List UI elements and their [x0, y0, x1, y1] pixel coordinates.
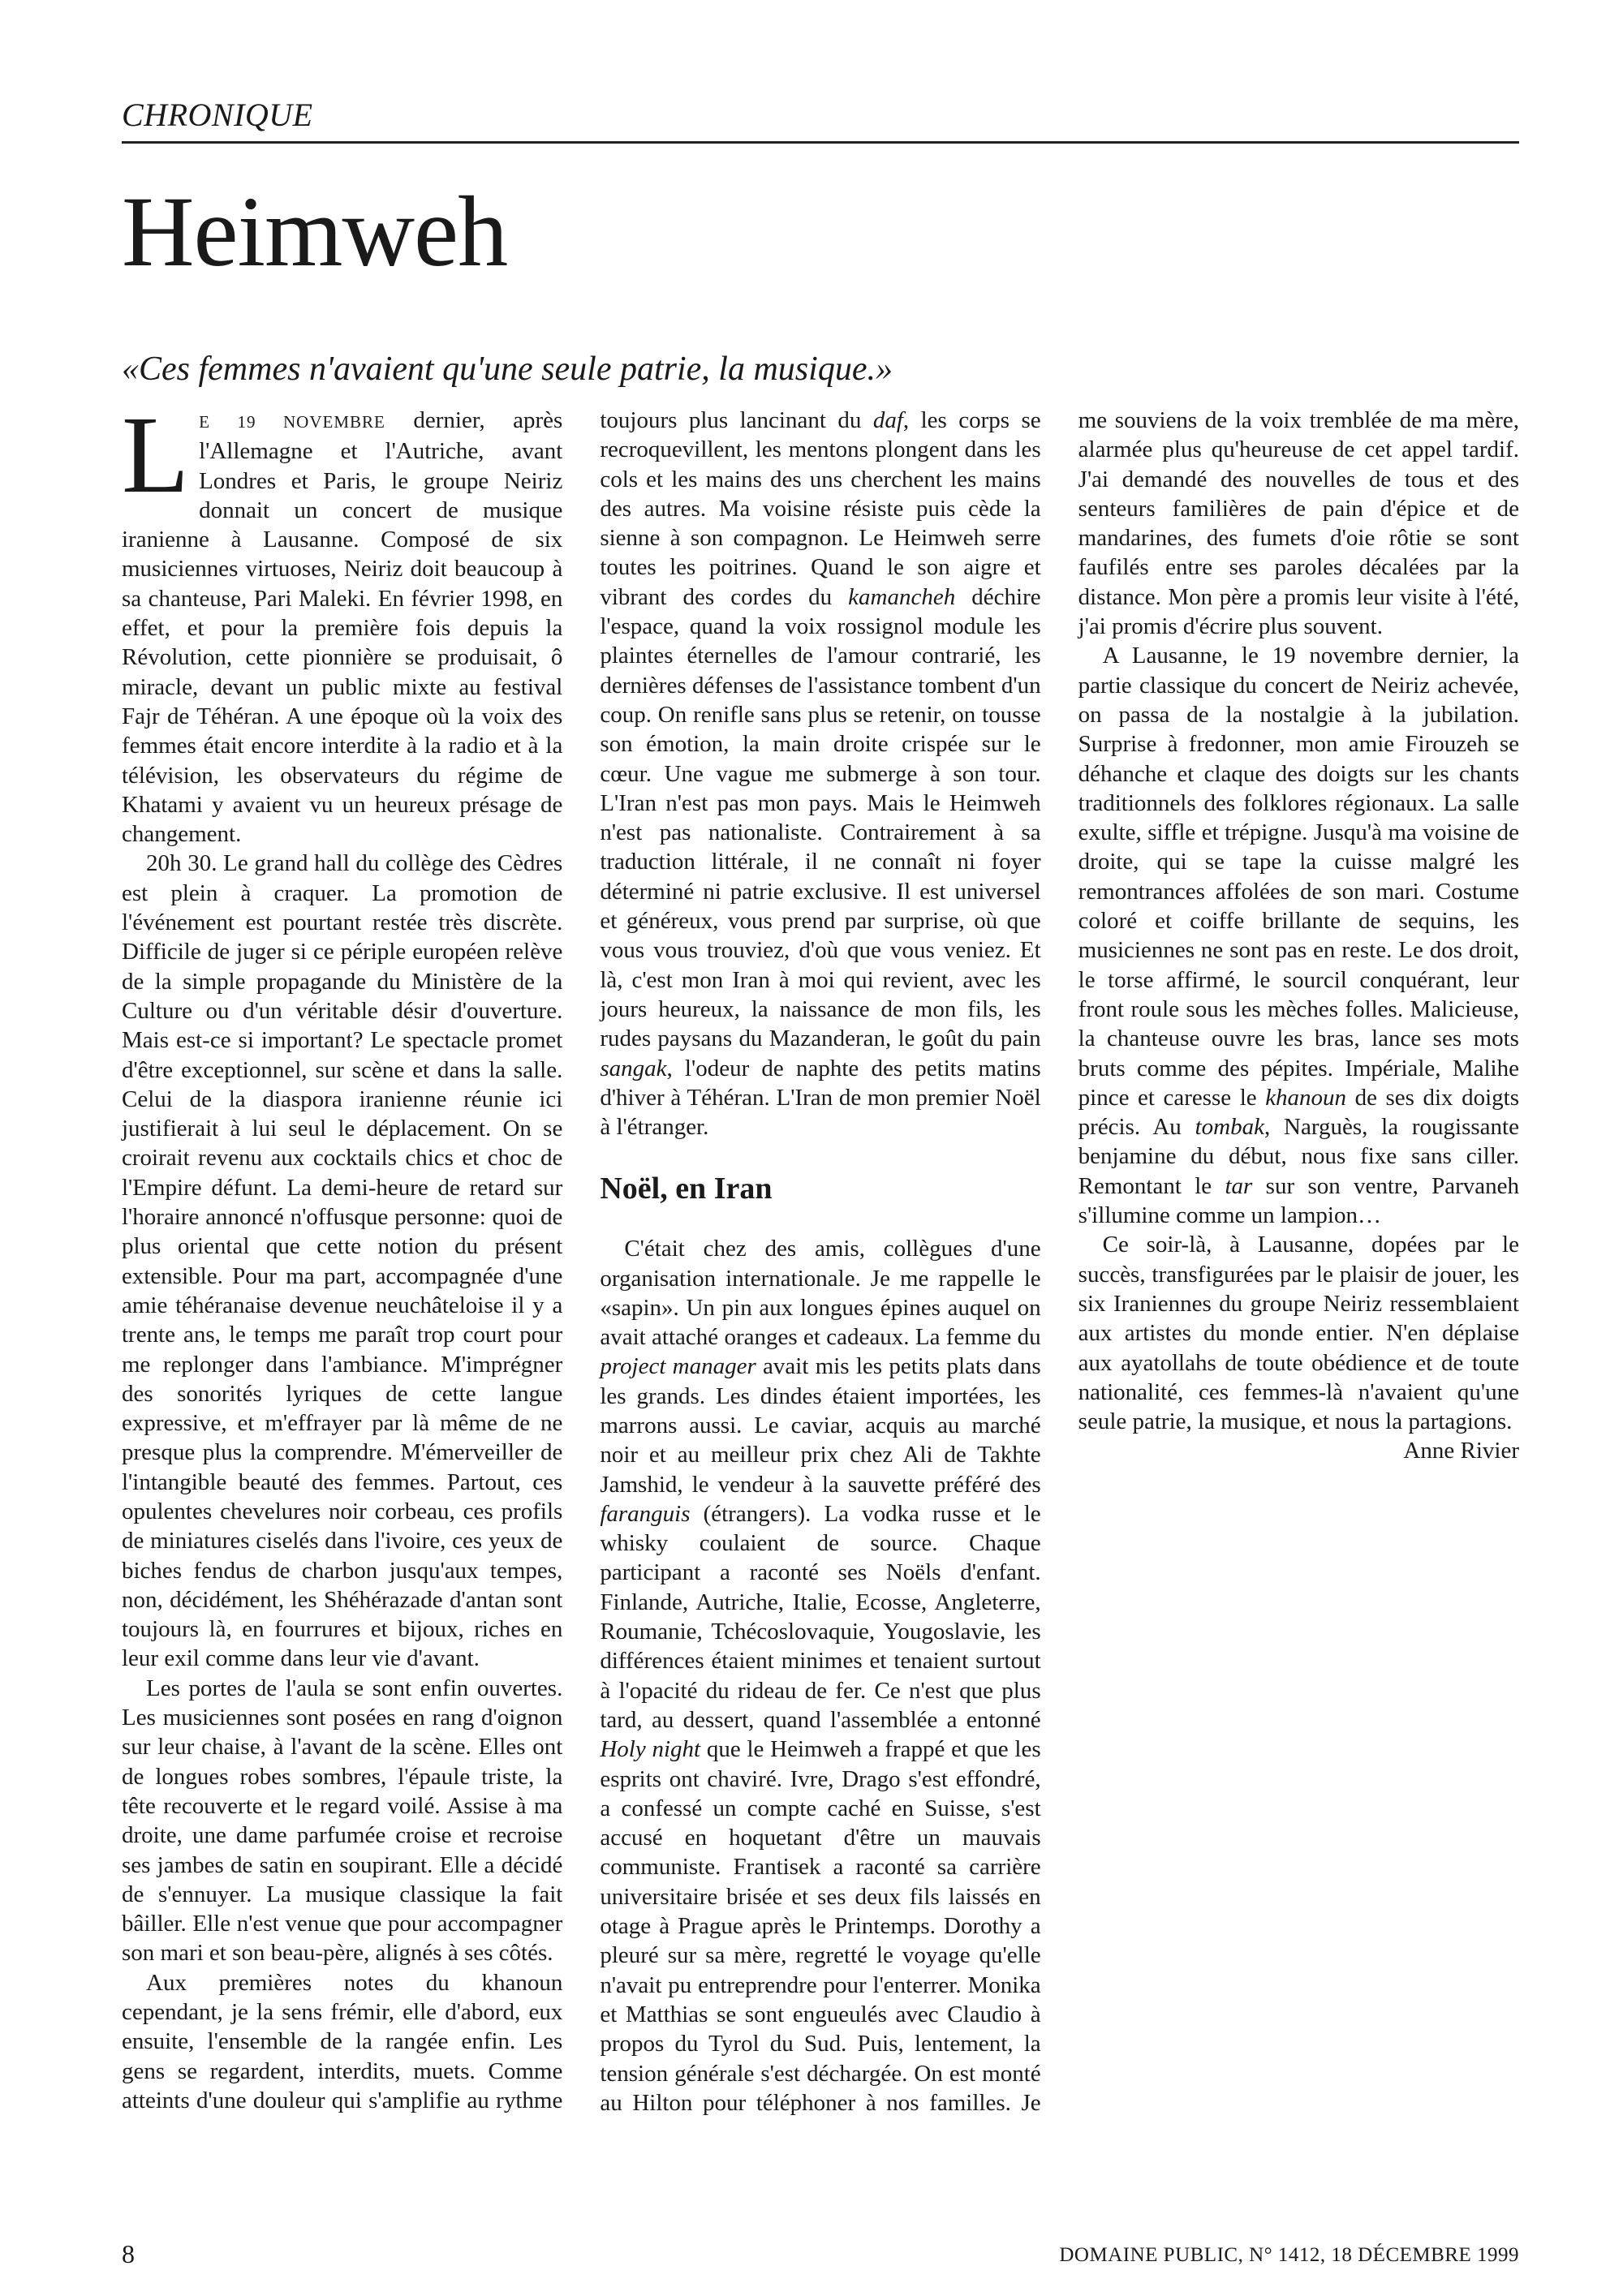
section-rubric: CHRONIQUE	[122, 97, 313, 133]
p4-kamancheh: kamancheh	[848, 583, 956, 610]
section-heading: Noël, en Iran	[600, 1172, 773, 1206]
p4-text-d: , l'odeur de naphte des petits matins d'hiver à Téhéran. L'Iran de mon premier Noël à l'étranger.	[600, 1055, 1041, 1141]
p4-daf: daf	[872, 407, 903, 433]
p4-text-b: , les corps se recroquevillent, les mentons plongent dans les cols et les mains des uns cherchent les mains des autres. Ma voisine résiste puis cède la sienne à son compagnon. Le Heimweh serre toutes les poitrines. Quand le son aigre et vibrant des cordes du	[600, 407, 1041, 610]
p5-text-a: C'était chez des amis, collègues d'une organisation internationale. Je me rappelle le «sapin». Un pin aux longues épines auquel on avait attaché oranges et cadeaux. La femme du	[600, 1236, 1041, 1351]
paragraph-6	[1078, 641, 1519, 1230]
p5-text-d: que le Heimweh a frappé et que les esprits ont chaviré. Ivre, Drago s'est effondré, a confessé un compte caché en Suisse, s'est accusé en hoquetant d'être un mauvais communiste. Frantisek a raconté sa carrière universitaire brisée et ses deux fils laissés en otage à Prague après le Printemps. Dorothy a pleuré sur sa mère, regretté le voyage qu'elle n'avait pu entreprendre pour l'enterrer. Monika et Matthias se sont engueulés avec Claudio à propos du Tyrol du Sud. Puis, lentement, la tension générale s'est déchargée. On est monté au Hilton pour téléphoner à nos familles. Je me souviens de la voix tremblée de ma mère, alarmée plus qu'heureuse de cet appel tardif. J'ai demandé des nouvelles de tous et des senteurs familières de pain d'épice et de mandarines, des fumets d'oie rôtie se sont faufilés entre ses paroles décalées par la distance. Mon père a promis leur visite à l'été, j'ai promis d'écrire plus souvent.	[600, 407, 1519, 2116]
publication-info: DOMAINE PUBLIC, N° 1412, 18 DÉCEMBRE 1999	[1059, 2244, 1519, 2266]
lead-smallcaps: E 19 NOVEMBRE	[199, 412, 385, 432]
paragraph-1	[122, 394, 563, 849]
p4-text-a: Aux premières notes du khanoun cependant, je la sens frémir, elle d'abord, eux ensuite, l'ensemble de la rangée enfin. Les gens se regardent, interdits, muets. Comme atteints d'une douleur qui s'amplifie au rythme toujours plus lancinant du	[122, 407, 873, 2113]
page-number: 8	[122, 2239, 135, 2268]
p5-project-manager: project manager	[600, 1353, 756, 1380]
p6-tar: tar	[1225, 1172, 1253, 1199]
p7-text: Ce soir-là, à Lausanne, dopées par le succès, transfigurées par le plaisir de jouer, les six Iraniennes du groupe Neiriz ressemblaient aux artistes du monde entier. N'en déplaise aux ayatollahs de toute obédience et de toute nationalité, ces femmes-là n'avaient qu'une seule patrie, la musique, et nous la partagions.	[1078, 1232, 1519, 1435]
paragraph-7	[1078, 1230, 1519, 1464]
paragraph-1-text: dernier, après l'Allemagne et l'Autriche, avant Londres et Paris, le groupe Neiriz donnait un concert de musique iranienne à Lausanne. Composé de six musiciennes virtuoses, Neiriz doit beaucoup à sa chanteuse, Pari Maleki. En février 1998, en effet, et pour la première fois depuis la Révolution, cette pionnière se produisait, ô miracle, devant un public mixte au festival Fajr de Téhéran. A une époque où la voix des femmes était encore interdite à la radio et à la télévision, les observateurs du régime de Khatami y avaient vu un heureux présage de changement.	[122, 407, 563, 848]
article-title: Heimweh	[122, 176, 508, 287]
p6-text-d: sur son ventre, Parvaneh s'illumine comme un lampion…	[1078, 1172, 1519, 1229]
article-subtitle: «Ces femmes n'avaient qu'une seule patrie, la musique.»	[122, 350, 893, 388]
paragraph-3: Les portes de l'aula se sont enfin ouvertes. Les musiciennes sont posées en rang d'oignon sur leur chaise, à l'avant de la scène. Elles ont de longues robes sombres, l'épaule triste, la tête recouverte et le regard voilé. Assise à ma droite, une dame parfumée croise et recroise ses jambes de satin en soupirant. Elle a décidé de s'ennuyer. La musique classique la fait bâiller. Elle n'est venue que pour accompagner son mari et son beau-père, alignés à ses côtés.	[122, 1675, 563, 1967]
author-signature: Anne Rivier	[1403, 1438, 1519, 1464]
p4-text-c: déchire l'espace, quand la voix rossignol module les plaintes éternelles de l'amour contrarié, les dernières défenses de l'assistance tombent d'un coup. On renifle sans plus se retenir, on tousse son émotion, la main droite crispée sur le cœur. Une vague me submerge à son tour. L'Iran n'est pas mon pays. Mais le Heimweh n'est pas nationaliste. Contrairement à sa traduction littérale, il ne connaît ni foyer déterminé ni patrie exclusive. Il est universel et généreux, vous prend par surprise, où que vous vous trouviez, d'où que vous veniez. Et là, c'est mon Iran à moi qui revient, avec les jours heureux, la naissance de mon fils, les rudes paysans du Mazanderan, le goût du pain	[600, 583, 1041, 1052]
p6-text-b: de ses dix doigts précis. Au	[1078, 1084, 1519, 1141]
p6-khanoun: khanoun	[1265, 1084, 1347, 1111]
p5-text-c: (étrangers). La vodka russe et le whisky coulaient de source. Chaque participant a raconté ses Noëls d'enfant. Finlande, Autriche, Italie, Ecosse, Angleterre, Roumanie, Tchécoslovaquie, Yougoslavie, les différences étaient minimes et tenaient surtout à l'opacité du rideau de fer. Ce n'est que plus tard, au dessert, quand l'assemblée a entonné	[600, 1500, 1041, 1733]
paragraph-2: 20h 30. Le grand hall du collège des Cèdres est plein à craquer. La promotion de l'événement est pourtant restée très discrète. Difficile de juger si ce périple européen relève de la simple propagande du Ministère de la Culture ou d'un véritable désir d'ouverture. Mais est-ce si important? Le spectacle promet d'être exceptionnel, sur scène et dans la salle. Celui de la diaspora iranienne réunie ici justifierait à lui seul le déplacement. On se croirait revenu aux cocktails chics et choc de l'Empire défunt. La demi-heure de retard sur l'horaire annoncé n'offusque personne: quoi de plus oriental que cette notion du présent extensible. Pour ma part, accompagnée d'une amie téhéranaise devenue neuchâteloise il y a trente ans, le temps me paraît trop court pour me replonger dans l'ambiance. M'imprégner des sonorités lyriques de cette langue expressive, et m'effrayer par là même de ne presque plus la comprendre. M'émerveiller de l'intangible beauté des femmes. Partout, ces opulentes chevelures noir corbeau, ces profils de miniatures ciselés dans l'ivoire, ces yeux de biches fendus de charbon jusqu'aux tempes, non, décidément, les Shéhérazade d'antan sont toujours là, en fourrures et bijoux, riches en leur exil comme dans leur vie d'avant.	[122, 850, 563, 1672]
drop-cap: L	[122, 394, 190, 516]
p4-sangak: sangak	[600, 1055, 667, 1081]
p5-text-b: avait mis les petits plats dans les grands. Les dindes étaient importées, les marrons aussi. Le caviar, acquis au marché noir et au meilleur prix chez Ali de Takhte Jamshid, le vendeur à la sauvette préféré des	[600, 1353, 1041, 1498]
p5-holy-night: Holy night	[600, 1736, 701, 1763]
article-body	[122, 394, 1519, 2138]
p6-text-a: A Lausanne, le 19 novembre dernier, la partie classique du concert de Neiriz achevée, on passa de la nostalgie à la jubilation. Surprise à fredonner, mon amie Firouzeh se déhanche et claque des doigts sur les chants traditionnels des folklores régionaux. La salle exulte, siffle et trépigne. Jusqu'à ma voisine de droite, qui se tape la cuisse malgré les remontrances affolées de son mari. Costume coloré et coiffe brillante de sequins, les musiciennes ne sont pas en reste. Le dos droit, le torse affirmé, le sourcil conquérant, leur front roule sous les mèches folles. Malicieuse, la chanteuse ouvre les bras, lance ses mots bruts comme des pépites. Impériale, Malihe pince et caresse le	[1078, 643, 1519, 1111]
p6-text-c: , Narguès, la rougissante benjamine du début, nous fixe sans ciller. Remontant le	[1078, 1114, 1519, 1199]
p5-farangis: faranguis	[600, 1500, 691, 1527]
p6-tombak: tombak	[1195, 1114, 1264, 1141]
header-rule	[122, 141, 1519, 144]
